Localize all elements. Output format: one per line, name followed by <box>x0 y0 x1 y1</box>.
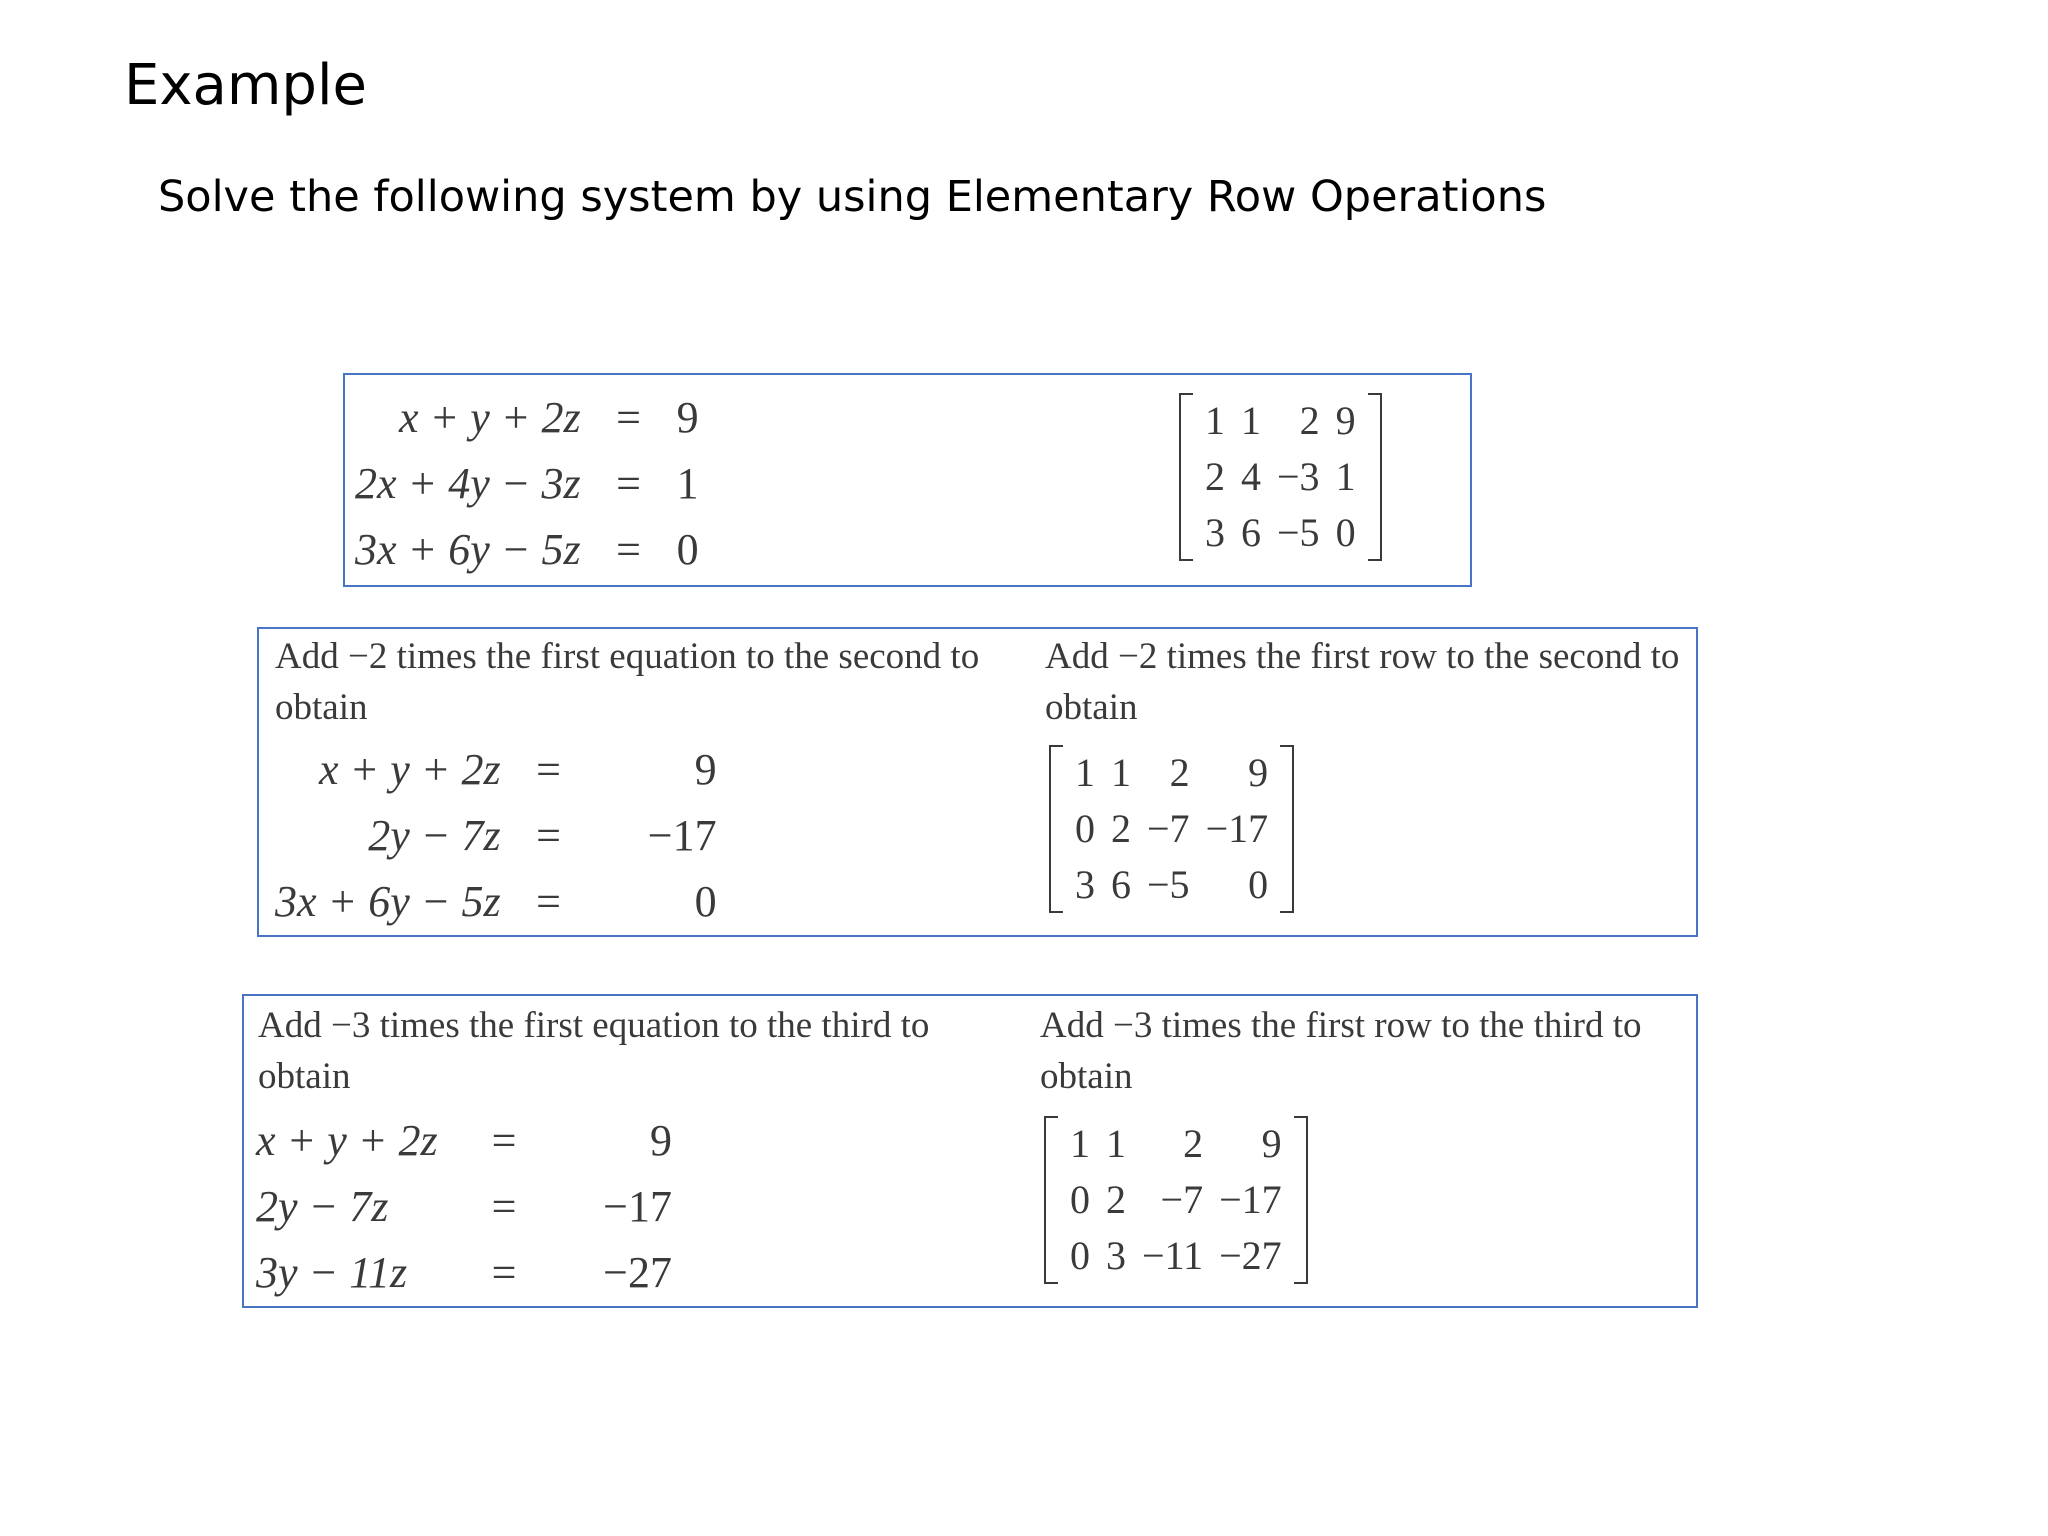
matrix-cell: 0 <box>1075 806 1095 851</box>
matrix-cell: 9 <box>1248 750 1269 795</box>
equation-row <box>355 451 699 517</box>
equals-sign: = <box>616 459 641 508</box>
matrix-row <box>1197 449 1364 505</box>
matrix-cell: −7 <box>1147 806 1190 851</box>
equation-row <box>275 869 717 935</box>
equals-sign: = <box>616 525 641 574</box>
equation-rhs: 9 <box>650 1116 672 1165</box>
equation-rhs: 9 <box>676 393 699 442</box>
matrix-cell: −7 <box>1160 1177 1204 1222</box>
equation-rhs: −17 <box>647 811 717 860</box>
matrix-cell: 1 <box>1075 750 1095 795</box>
matrix-cell: 2 <box>1205 454 1225 499</box>
matrix-cell: 2 <box>1111 806 1131 851</box>
equals-sign: = <box>536 811 561 860</box>
matrix-row <box>1062 1228 1290 1284</box>
equation-lhs: x + y + 2z <box>399 393 581 442</box>
equation-step-caption: Add −2 times the first equation to the second to obtain <box>275 636 980 728</box>
left-bracket <box>1179 393 1193 561</box>
equation-rhs: 0 <box>676 525 699 574</box>
equation-lhs: 3x + 6y − 5z <box>275 877 501 926</box>
matrix-cell: 2 <box>1183 1121 1204 1166</box>
equals-sign: = <box>491 1182 517 1231</box>
matrix-cell: 2 <box>1299 398 1320 443</box>
equation-system <box>275 737 717 935</box>
matrix-cell: 9 <box>1335 398 1356 443</box>
matrix-row <box>1067 801 1276 857</box>
matrix-cell: 0 <box>1248 862 1269 907</box>
step-box-2 <box>242 994 1698 1308</box>
right-bracket <box>1280 745 1294 913</box>
matrix-cell: −5 <box>1147 862 1190 907</box>
equation-row <box>256 1240 672 1306</box>
equals-sign: = <box>536 877 561 926</box>
matrix-cell: 6 <box>1111 862 1131 907</box>
equation-row <box>256 1108 672 1174</box>
left-bracket <box>1049 745 1063 913</box>
matrix-cell: 3 <box>1075 862 1095 907</box>
equation-lhs: x + y + 2z <box>256 1116 438 1165</box>
page-subtitle: Solve the following system by using Elementary Row Operations <box>158 172 1547 222</box>
equals-sign: = <box>491 1248 517 1297</box>
equals-sign: = <box>536 745 561 794</box>
matrix-cell: 4 <box>1241 454 1261 499</box>
matrix-cell: 3 <box>1106 1233 1126 1278</box>
matrix-cell: 1 <box>1070 1121 1090 1166</box>
matrix-row <box>1062 1116 1290 1172</box>
matrix-cell: 6 <box>1241 510 1261 555</box>
augmented-matrix <box>1179 393 1382 561</box>
equation-lhs: 3x + 6y − 5z <box>355 525 581 574</box>
equals-sign: = <box>616 393 641 442</box>
matrix-cell: 2 <box>1106 1177 1126 1222</box>
matrix-row <box>1197 505 1364 561</box>
matrix-cell: 0 <box>1070 1233 1090 1278</box>
left-bracket <box>1044 1116 1058 1284</box>
equation-row <box>256 1174 672 1240</box>
matrix-cell: −5 <box>1277 510 1320 555</box>
equation-system <box>256 1108 672 1306</box>
matrix-cell: 1 <box>1335 454 1356 499</box>
matrix-cell: −11 <box>1142 1233 1204 1278</box>
matrix-cell: 1 <box>1106 1121 1126 1166</box>
matrix-cell: 1 <box>1111 750 1131 795</box>
equation-lhs: x + y + 2z <box>319 745 501 794</box>
augmented-matrix <box>1044 1116 1308 1284</box>
equation-step-caption: Add −3 times the first equation to the third to obtain <box>258 1005 930 1097</box>
equation-rhs: −17 <box>603 1182 672 1231</box>
equation-lhs: 2y − 7z <box>256 1182 389 1231</box>
equation-rhs: 1 <box>676 459 699 508</box>
matrix-row <box>1067 745 1276 801</box>
matrix-cell: 1 <box>1241 398 1261 443</box>
matrix-cell: −3 <box>1277 454 1320 499</box>
matrix-cell: 3 <box>1205 510 1225 555</box>
matrix-cell: 9 <box>1261 1121 1282 1166</box>
matrix-cell: 0 <box>1070 1177 1090 1222</box>
matrix-step-caption: Add −3 times the first row to the third to obtain <box>1040 1005 1642 1097</box>
original-system-box <box>343 373 1472 587</box>
matrix-cell: −27 <box>1219 1233 1282 1278</box>
page-title: Example <box>124 53 367 118</box>
matrix-step-caption: Add −2 times the first row to the second to obtain <box>1045 636 1680 728</box>
matrix-cell: 1 <box>1205 398 1225 443</box>
equation-row <box>355 517 699 583</box>
equation-system <box>355 385 699 583</box>
equation-rhs: 0 <box>694 877 717 926</box>
matrix-row <box>1062 1172 1290 1228</box>
equation-row <box>275 737 717 803</box>
equation-rhs: −27 <box>603 1248 672 1297</box>
augmented-matrix <box>1049 745 1294 913</box>
step-box-1 <box>257 627 1698 937</box>
equation-row <box>275 803 717 869</box>
equation-lhs: 3y − 11z <box>256 1248 408 1297</box>
equals-sign: = <box>491 1116 517 1165</box>
right-bracket <box>1294 1116 1308 1284</box>
equation-lhs: 2y − 7z <box>368 811 501 860</box>
matrix-row <box>1067 857 1276 913</box>
matrix-cell: −17 <box>1205 806 1269 851</box>
matrix-cell: −17 <box>1219 1177 1282 1222</box>
equation-row <box>355 385 699 451</box>
equation-lhs: 2x + 4y − 3z <box>355 459 581 508</box>
matrix-cell: 0 <box>1335 510 1356 555</box>
matrix-cell: 2 <box>1169 750 1190 795</box>
equation-rhs: 9 <box>694 745 717 794</box>
matrix-row <box>1197 393 1364 449</box>
right-bracket <box>1368 393 1382 561</box>
